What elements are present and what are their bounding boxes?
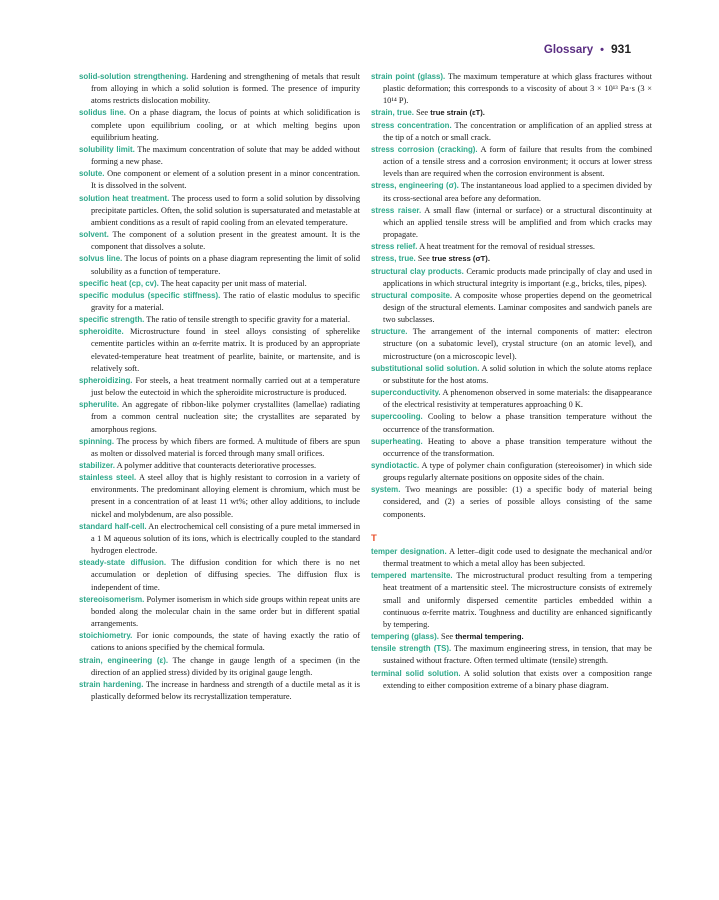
glossary-definition: The process by which fibers are formed. A multitude of fibers are spun as molten or dissolved material is forced through many small orifices.: [91, 436, 360, 458]
glossary-definition: The process used to form a solid solution by dissolving precipitate particles. Often, the solid solution is supersaturated and metastable at ambient conditions as a result of rapid cooling from an elevated temperature.: [91, 193, 361, 227]
glossary-term: solubility limit.: [79, 144, 135, 154]
glossary-definition: A small flaw (internal or surface) or a structural discontinuity at which an applied tensile stress will be amplified and from which cracks may propagate.: [383, 205, 652, 240]
glossary-term: solvent.: [79, 230, 109, 240]
glossary-definition: See: [415, 254, 432, 264]
glossary-entry: [371, 460, 652, 484]
glossary-term: specific strength.: [79, 315, 145, 325]
glossary-term: solution heat treatment.: [79, 193, 170, 203]
glossary-entry: [79, 253, 360, 277]
glossary-term: terminal solid solution.: [371, 668, 461, 678]
glossary-definition: See: [438, 632, 456, 642]
glossary-entry: [79, 557, 360, 593]
glossary-entry: [79, 71, 360, 107]
glossary-entry: [371, 71, 652, 107]
glossary-definition: The ratio of tensile strength to specific gravity for a material.: [144, 315, 350, 325]
glossary-term: superheating.: [371, 436, 423, 446]
glossary-term: stress, engineering (σ).: [371, 181, 459, 191]
glossary-definition: Polymer isomerism in which side groups within repeat units are bonded along the molecular chain in the same order but in different spatial arrangements.: [91, 594, 360, 629]
glossary-term: stereoisomerism.: [79, 594, 145, 604]
glossary-definition: A heat treatment for the removal of residual stresses.: [417, 242, 595, 252]
glossary-entry: [371, 363, 652, 387]
glossary-entry: [371, 326, 652, 362]
glossary-definition: An aggregate of ribbon-like polymer crystallites (lamellae) radiating from a common central nucleation site; the crystallites are separated by amorphous regions.: [91, 400, 360, 434]
glossary-definition: Cooling to below a phase transition temperature without the occurrence of the transformation.: [383, 412, 652, 434]
glossary-term: stress raiser.: [371, 205, 422, 215]
glossary-definition: The component of a solution present in the greatest amount. It is the component that dissolves a solute.: [91, 230, 360, 252]
page-number: 931: [610, 42, 631, 56]
glossary-entry: [371, 643, 652, 667]
glossary-entry: [371, 266, 652, 290]
glossary-entry: [79, 107, 360, 143]
glossary-entry: [79, 193, 360, 229]
glossary-entry: [79, 326, 360, 375]
glossary-entry: [79, 460, 360, 472]
glossary-definition: An electrochemical cell consisting of a pure metal immersed in a 1 M aqueous solution of its ions, which is electrically coupled to the standard hydrogen electrode.: [91, 521, 360, 556]
glossary-entry: [79, 630, 360, 654]
glossary-entry: [79, 594, 360, 630]
glossary-term: stress, true.: [371, 254, 416, 264]
glossary-definition: A composite whose properties depend on the geometrical design of the structural elements. Laminar composites and sandwich panels are two subclasses.: [383, 290, 652, 325]
glossary-definition: The concentration or amplification of an applied stress at the tip of a notch or small crack.: [383, 120, 653, 142]
glossary-term: spinning.: [79, 436, 115, 446]
glossary-entry: [371, 484, 652, 520]
glossary-term: stress corrosion (cracking).: [371, 144, 478, 154]
glossary-entry: [371, 668, 652, 692]
glossary-term: structural clay products.: [371, 266, 464, 276]
glossary-term: solute.: [79, 169, 105, 179]
glossary-definition: Two meanings are possible: (1) a specific body of material being considered, and (2) a series of possible alloys consisting of the same components.: [383, 485, 652, 519]
glossary-term: system.: [371, 485, 401, 495]
glossary-definition: One component or element of a solution present in a minor concentration. It is dissolved in the solvent.: [91, 169, 360, 191]
glossary-definition: The maximum engineering stress, in tension, that may be sustained without fracture. Often termed ultimate (tensile) strength.: [383, 644, 652, 666]
page-header: [544, 42, 631, 56]
glossary-entry: [371, 241, 652, 253]
glossary-term: tempered martensite.: [371, 571, 453, 581]
glossary-entry: [371, 546, 652, 570]
glossary-definition: The heat capacity per unit mass of material.: [158, 278, 307, 288]
glossary-term: superconductivity.: [371, 388, 441, 398]
glossary-definition: Hardening and strengthening of metals that result from alloying in which a solid solution is formed. The presence of impurity atoms restricts dislocation mobility.: [91, 72, 361, 106]
glossary-definition: The maximum concentration of solute that may be added without forming a new phase.: [91, 144, 360, 167]
glossary-definition: The change in gauge length of a specimen (in the direction of an applied stress) divided by its original gauge length.: [91, 655, 361, 677]
glossary-entry: [371, 107, 652, 119]
glossary-definition: A type of polymer chain configuration (stereoisomer) in which side groups regularly alternate positions on opposite sides of the chain.: [383, 461, 652, 483]
glossary-term: solidus line.: [79, 108, 126, 118]
cross-reference: true strain (εT).: [430, 108, 485, 118]
glossary-term: spheroidizing.: [79, 375, 133, 385]
glossary-definition: The locus of points on a phase diagram representing the limit of solid solubility as a function of temperature.: [91, 254, 360, 276]
glossary-term: stress concentration.: [371, 120, 452, 130]
glossary-term: stress relief.: [371, 242, 418, 252]
glossary-term: tensile strength (TS).: [371, 644, 452, 654]
glossary-definition: For ionic compounds, the state of having exactly the ratio of cations to anions specified by the chemical formula.: [91, 631, 360, 653]
glossary-entry: [79, 399, 360, 435]
glossary-term: strain, engineering (ε).: [79, 655, 169, 665]
glossary-definition: A polymer additive that counteracts deteriorative processes.: [114, 461, 317, 470]
glossary-term: strain point (glass).: [371, 72, 446, 81]
glossary-term: steady-state diffusion.: [79, 558, 167, 568]
glossary-term: temper designation.: [371, 546, 447, 556]
glossary-entry: [79, 144, 360, 168]
glossary-entry: [371, 570, 652, 631]
glossary-entry: [371, 253, 652, 265]
glossary-title: Glossary: [543, 44, 594, 56]
right-column: [371, 71, 652, 692]
glossary-entry: [371, 436, 652, 460]
glossary-definition: The instantaneous load applied to a specimen divided by its cross-sectional area before any deformation.: [383, 181, 652, 203]
section-letter-t: T: [371, 532, 377, 544]
glossary-definition: See: [413, 108, 431, 118]
glossary-term: stabilizer.: [79, 461, 115, 470]
glossary-definition: A phenomenon observed in some materials: the disappearance of the electrical resistivity at temperatures approaching 0 K.: [383, 388, 652, 410]
glossary-definition: The increase in hardness and strength of a ductile metal as it is plastically deformed below its recrystallization temperature.: [91, 679, 360, 701]
glossary-term: supercooling.: [371, 412, 423, 422]
cross-reference: thermal tempering.: [455, 632, 524, 642]
glossary-definition: A letter–digit code used to designate the mechanical and/or thermal treatment to which a metal alloy has been subjected.: [383, 546, 652, 569]
glossary-entry: [79, 375, 360, 399]
glossary-term: tempering (glass).: [371, 632, 439, 642]
glossary-definition: The maximum temperature at which glass fractures without plastic deformation; this corresponds to a viscosity of about 3 × 10¹³ Pa·s (3 × 10¹⁴ P).: [383, 72, 652, 106]
glossary-entry: [371, 205, 652, 241]
glossary-definition: A solid solution that exists over a composition range extending to either composition extreme of a binary phase diagram.: [383, 668, 652, 690]
cross-reference: true stress (σT).: [431, 254, 490, 264]
glossary-entry: [371, 120, 652, 144]
glossary-definition: Microstructure found in steel alloys consisting of spherelike cementite particles within an α-ferrite matrix. It is produced by an appropriate elevated-temperature heat treatment of pearlite, bainite, or martensite, and is relatively soft.: [91, 327, 360, 373]
glossary-entry: [79, 436, 360, 460]
glossary-entry: [79, 314, 360, 326]
glossary-entry: [79, 229, 360, 253]
glossary-entry: [371, 144, 652, 180]
glossary-entry: [79, 472, 360, 521]
glossary-definition: The diffusion condition for which there is no net accumulation or depletion of diffusing species. The diffusion flux is independent of time.: [91, 558, 360, 592]
glossary-term: specific heat (cp, cv).: [79, 278, 159, 288]
glossary-definition: Ceramic products made principally of clay and used in applications in which structural integrity is important (e.g., bricks, tiles, pipes).: [383, 266, 652, 288]
glossary-term: stainless steel.: [79, 473, 137, 483]
glossary-term: substitutional solid solution.: [371, 363, 480, 373]
glossary-entry: [79, 168, 360, 192]
glossary-definition: A solid solution in which the solute atoms replace or substitute for the host atoms.: [383, 363, 652, 385]
glossary-definition: On a phase diagram, the locus of points at which solidification is complete upon equilibrium cooling, or at which melting begins upon equilibrium heating.: [91, 108, 360, 142]
glossary-entry: [371, 180, 652, 204]
glossary-definition: A steel alloy that is highly resistant to corrosion in a variety of environments. The predominant alloying element is chromium, which must be present in a concentration of at least 11 wt%; other alloy additions, to include nickel and molybdenum, are also possible.: [91, 473, 360, 519]
glossary-entry: [371, 387, 652, 411]
glossary-entry: [79, 290, 360, 314]
glossary-term: structural composite.: [371, 290, 453, 300]
glossary-term: structure.: [371, 327, 408, 337]
glossary-definition: A form of failure that results from the combined action of a tensile stress and a corrosion environment; it occurs at lower stress levels than are required when the corrosion environment is absent.: [383, 144, 652, 179]
glossary-term: specific modulus (specific stiffness).: [79, 290, 221, 300]
glossary-definition: The arrangement of the internal components of matter: electron structure (on a subatomic level), crystal structure (on an atomic level), and microstructure (on a microscopic level).: [383, 327, 652, 361]
glossary-entry: [371, 411, 652, 435]
glossary-term: strain, true.: [371, 108, 414, 118]
glossary-term: solvus line.: [79, 254, 123, 264]
glossary-term: spherulite.: [79, 400, 119, 410]
glossary-term: strain hardening.: [79, 679, 144, 689]
glossary-definition: Heating to above a phase transition temperature without the occurrence of the transformation.: [383, 436, 652, 458]
glossary-term: stoichiometry.: [79, 631, 133, 641]
glossary-definition: The ratio of elastic modulus to specific gravity for a material.: [91, 290, 360, 312]
glossary-definition: For steels, a heat treatment normally carried out at a temperature just below the eutectoid in which the spheroidite microstructure is produced.: [91, 375, 360, 398]
glossary-entry: [79, 655, 360, 679]
glossary-entry: [79, 679, 360, 703]
glossary-term: solid-solution strengthening.: [79, 72, 189, 81]
glossary-term: spheroidite.: [79, 327, 124, 337]
glossary-definition: The microstructural product resulting from a tempering heat treatment of a martensitic steel. The microstructure consists of extremely small and uniformly dispersed cementite particles embedded within a continuous α-ferrite matrix. Toughness and ductility are enhanced significantly by tempering.: [383, 571, 652, 629]
glossary-entry: [371, 631, 652, 643]
glossary-entry: [79, 521, 360, 557]
glossary-entry: [371, 290, 652, 326]
glossary-term: standard half-cell.: [79, 521, 147, 531]
header-separator: •: [600, 44, 604, 56]
glossary-entry: [79, 278, 360, 290]
glossary-term: syndiotactic.: [371, 461, 420, 470]
left-column: [79, 71, 360, 703]
